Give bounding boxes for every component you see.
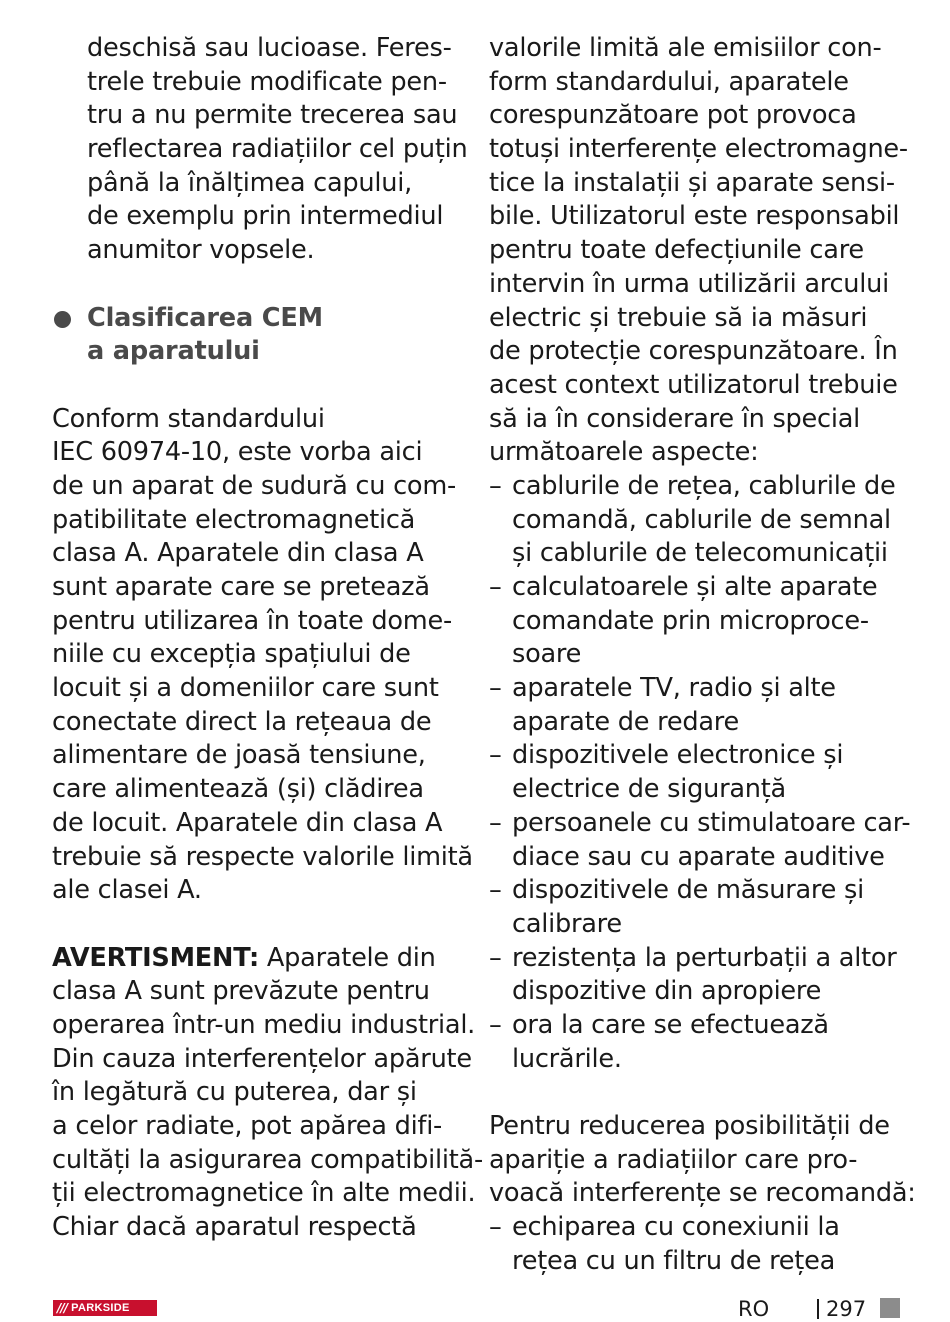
text-line: IEC 60974-10, este vorba aici	[52, 437, 423, 468]
list-item-line	[489, 672, 899, 706]
dash-marker: –	[489, 875, 502, 906]
warning-label: AVERTISMENT:	[52, 942, 259, 973]
list-item	[489, 672, 899, 739]
list-item	[489, 571, 899, 672]
text-line: niile cu excepția spațiului de	[52, 639, 411, 670]
list-item-text: aparatele TV, radio și alte	[512, 673, 836, 704]
warning-paragraph	[52, 942, 483, 1245]
text-line: ții electromagnetice în alte medii.	[52, 1178, 476, 1209]
text-line: să ia în considerare în special	[489, 403, 861, 434]
text-line: valorile limită ale emisiilor con-	[489, 33, 882, 63]
intro-paragraph	[52, 32, 468, 268]
text-line: patibilitate electromagnetică	[52, 504, 416, 535]
list-item-line	[489, 504, 899, 538]
list-item-text: dispozitivele de măsurare și	[512, 875, 864, 906]
text-line: corespunzătoare pot provoca	[489, 100, 857, 131]
list-item-line	[489, 841, 899, 875]
page-footer	[0, 1296, 950, 1322]
text-line: următoarele aspecte:	[489, 437, 759, 468]
heading-line	[52, 302, 457, 336]
heading-line	[52, 335, 457, 369]
list-item	[489, 739, 899, 806]
list-item-line	[489, 942, 899, 976]
dash-marker: –	[489, 470, 502, 501]
list-item-line	[489, 638, 899, 672]
text-line: care alimentează (și) clădirea	[52, 774, 424, 805]
logo-slashes: ///	[57, 1301, 68, 1315]
text-line: operarea într-un mediu industrial.	[52, 1009, 476, 1040]
emc-class-paragraph	[52, 403, 473, 908]
dash-marker: –	[489, 572, 502, 602]
list-item-text: lucrările.	[512, 1043, 622, 1074]
list-item-text: calculatoarele și alte aparate	[512, 572, 878, 602]
list-item-line	[489, 470, 899, 504]
text-line: apariție a radiațiilor care pro-	[489, 1144, 858, 1175]
dash-marker: –	[489, 807, 502, 838]
list-item	[489, 807, 911, 874]
dash-marker: –	[489, 942, 502, 973]
list-item-text: ora la care se efectuează	[512, 1009, 829, 1040]
list-item-line	[489, 773, 899, 807]
text-line: a celor radiate, pot apărea difi-	[52, 1111, 443, 1141]
dash-marker: –	[489, 1212, 502, 1243]
text-line: deschisă sau lucioase. Feres-	[87, 33, 452, 63]
text-line: locuit și a domeniilor care sunt	[52, 673, 439, 704]
text-line: form standardului, aparatele	[489, 66, 849, 97]
dash-marker: –	[489, 1009, 502, 1040]
left-column	[52, 32, 483, 1245]
text-line: de locuit. Aparatele din clasa A	[52, 807, 443, 838]
aspects-list	[489, 470, 911, 1076]
section-heading	[52, 302, 457, 369]
list-item-line	[489, 537, 899, 571]
text-line: trele trebuie modificate pen-	[87, 66, 447, 97]
list-item	[489, 942, 899, 1009]
text-line: alimentare de joasă tensiune,	[52, 740, 426, 771]
list-item-text: rezistența la perturbații a altor	[512, 942, 897, 973]
dash-marker: –	[489, 740, 502, 771]
text-line: cultăți la asigurarea compatibilită-	[52, 1144, 483, 1175]
text-line: clasa A sunt prevăzute pentru	[52, 976, 430, 1007]
list-item-line	[489, 1245, 899, 1279]
list-item	[489, 470, 899, 571]
dash-marker: –	[489, 673, 502, 704]
text-line: intervin în urma utilizării arcului	[489, 268, 889, 299]
text-line: de un aparat de sudură cu com-	[52, 470, 457, 501]
logo-text: PARKSIDE	[71, 1302, 130, 1314]
text-line: tice la instalații și aparate sensi-	[489, 167, 895, 198]
warning-first-text: Aparatele din	[259, 942, 436, 973]
list-item-text: cablurile de rețea, cablurile de	[512, 470, 896, 501]
list-item-text: dispozitive din apropiere	[512, 976, 822, 1007]
language-code: RO	[738, 1297, 770, 1321]
text-line: voacă interferențe se recomandă:	[489, 1178, 916, 1209]
list-item-line	[489, 1043, 899, 1077]
list-item	[489, 874, 899, 941]
text-line: până la înălțimea capului,	[87, 167, 412, 198]
list-item-line	[489, 807, 911, 841]
text-line: Conform standardului	[52, 403, 325, 434]
bullet-icon	[54, 311, 71, 328]
text-line: pentru utilizarea în toate dome-	[52, 605, 452, 636]
text-line: Pentru reducerea posibilității de	[489, 1111, 890, 1141]
text-line: de exemplu prin intermediul	[87, 201, 444, 232]
text-line: bile. Utilizatorul este responsabil	[489, 201, 900, 232]
text-line: clasa A. Aparatele din clasa A	[52, 538, 424, 569]
text-line: reflectarea radiațiilor cel puțin	[87, 134, 468, 165]
emission-paragraph	[489, 32, 908, 470]
list-item-line	[489, 874, 899, 908]
list-item-text: calibrare	[512, 908, 622, 939]
text-line: Chiar dacă aparatul respectă	[52, 1212, 417, 1243]
list-item-text: dispozitivele electronice și	[512, 740, 844, 771]
list-item-line	[489, 706, 899, 740]
heading-text: Clasificarea CEM	[87, 302, 323, 333]
reduction-paragraph	[489, 1110, 916, 1211]
parkside-logo	[53, 1300, 157, 1316]
list-item-line	[489, 975, 899, 1009]
text-line: anumitor vopsele.	[87, 235, 315, 266]
text-line: Din cauza interferențelor apărute	[52, 1043, 472, 1074]
list-item	[489, 1009, 899, 1076]
page-marker-square	[880, 1298, 900, 1318]
list-item-text: soare	[512, 639, 582, 670]
list-item-text: diace sau cu aparate auditive	[512, 841, 885, 872]
text-line: conectate direct la rețeaua de	[52, 706, 432, 737]
text-line: ale clasei A.	[52, 875, 202, 906]
text-line: trebuie să respecte valorile limită	[52, 841, 473, 872]
text-line: în legătură cu puterea, dar și	[52, 1077, 417, 1108]
page-separator	[817, 1299, 819, 1319]
text-line: de protecție corespunzătoare. În	[489, 336, 898, 367]
text-line: totuși interferențe electromagne-	[489, 134, 908, 165]
list-item-text: persoanele cu stimulatoare car-	[512, 807, 911, 838]
text-line: electric și trebuie să ia măsuri	[489, 302, 868, 333]
list-item-line	[489, 908, 899, 942]
reduction-list	[489, 1211, 899, 1278]
list-item-text: aparate de redare	[512, 706, 739, 737]
right-column	[489, 32, 916, 1278]
list-item-line	[489, 605, 899, 639]
text-line: acest context utilizatorul trebuie	[489, 369, 898, 400]
text-line: pentru toate defecțiunile care	[489, 235, 864, 266]
list-item-line	[489, 571, 899, 605]
list-item-text: electrice de siguranță	[512, 774, 786, 805]
page-number: 297	[826, 1297, 867, 1321]
list-item-text: comandă, cablurile de semnal	[512, 504, 891, 535]
list-item-text: comandate prin microproce-	[512, 605, 869, 636]
heading-text: a aparatului	[87, 336, 260, 367]
list-item	[489, 1211, 899, 1278]
list-item-text: și cablurile de telecomunicații	[512, 538, 888, 569]
warning-first-line	[52, 942, 457, 976]
list-item-line	[489, 739, 899, 773]
list-item-line	[489, 1211, 899, 1245]
text-line: tru a nu permite trecerea sau	[87, 100, 458, 131]
text-line: sunt aparate care se pretează	[52, 572, 430, 602]
list-item-line	[489, 1009, 899, 1043]
list-item-text: rețea cu un filtru de rețea	[512, 1245, 836, 1276]
list-item-text: echiparea cu conexiunii la	[512, 1212, 840, 1243]
